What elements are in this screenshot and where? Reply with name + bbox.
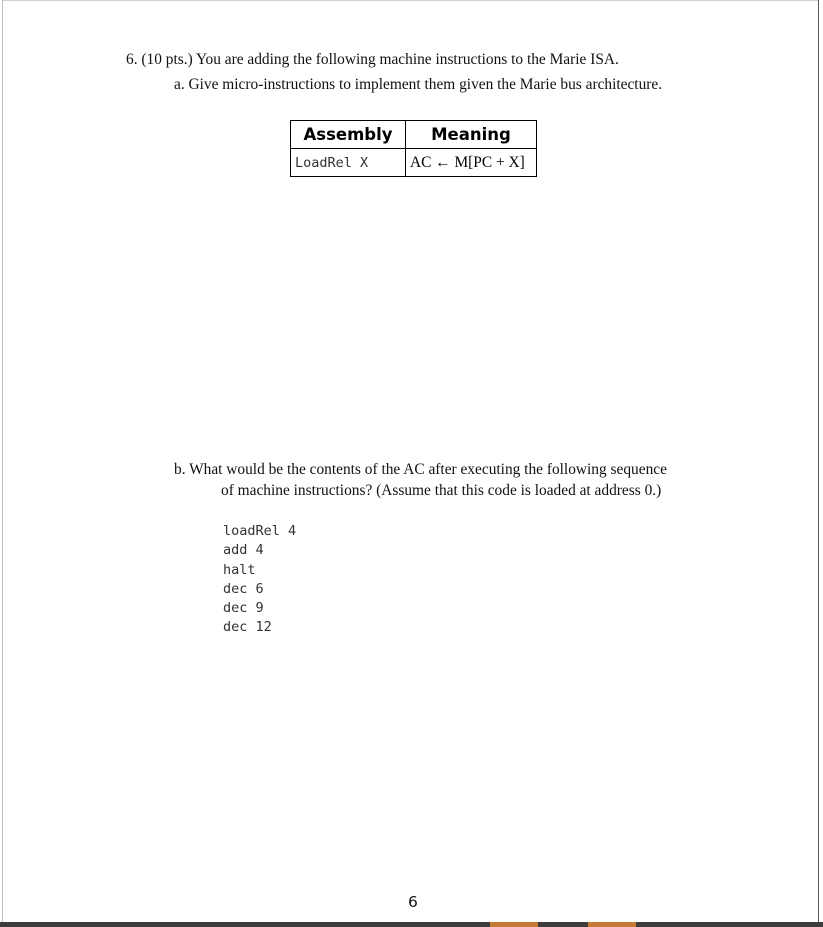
code-line: loadRel 4 [223, 523, 297, 539]
code-line: dec 9 [223, 600, 264, 617]
page-top-edge [3, 0, 818, 1]
instruction-table [290, 120, 537, 177]
code-listing [223, 522, 296, 638]
viewer-bottom-bar [0, 922, 823, 927]
table-header-row [291, 121, 537, 149]
code-line: dec 6 [223, 580, 264, 597]
question-part-b-line-2: of machine instructions? (Assume that this code is loaded at address 0.) [221, 482, 662, 499]
code-line: halt [223, 561, 256, 578]
question-heading: 6. (10 pts.) You are adding the following machine instructions to the Marie ISA. [126, 51, 619, 68]
document-page [2, 0, 819, 922]
code-line: add 4 [223, 542, 264, 559]
question-part-a: a. Give micro-instructions to implement them given the Marie bus architecture. [174, 76, 663, 93]
table-header-assembly: Assembly [291, 121, 406, 149]
question-part-b [174, 459, 667, 501]
table-cell-meaning: AC ← M[PC + X] [406, 149, 537, 177]
code-line: dec 12 [223, 619, 272, 636]
table-header-meaning: Meaning [406, 121, 537, 149]
bottom-bar-accent [588, 922, 636, 927]
bottom-bar-accent [490, 922, 538, 927]
question-part-b-line-1: b. What would be the contents of the AC after executing the following sequence [174, 461, 667, 478]
table-cell-assembly: LoadRel X [291, 149, 406, 177]
page-number: 6 [408, 893, 418, 911]
table-row [291, 149, 537, 177]
